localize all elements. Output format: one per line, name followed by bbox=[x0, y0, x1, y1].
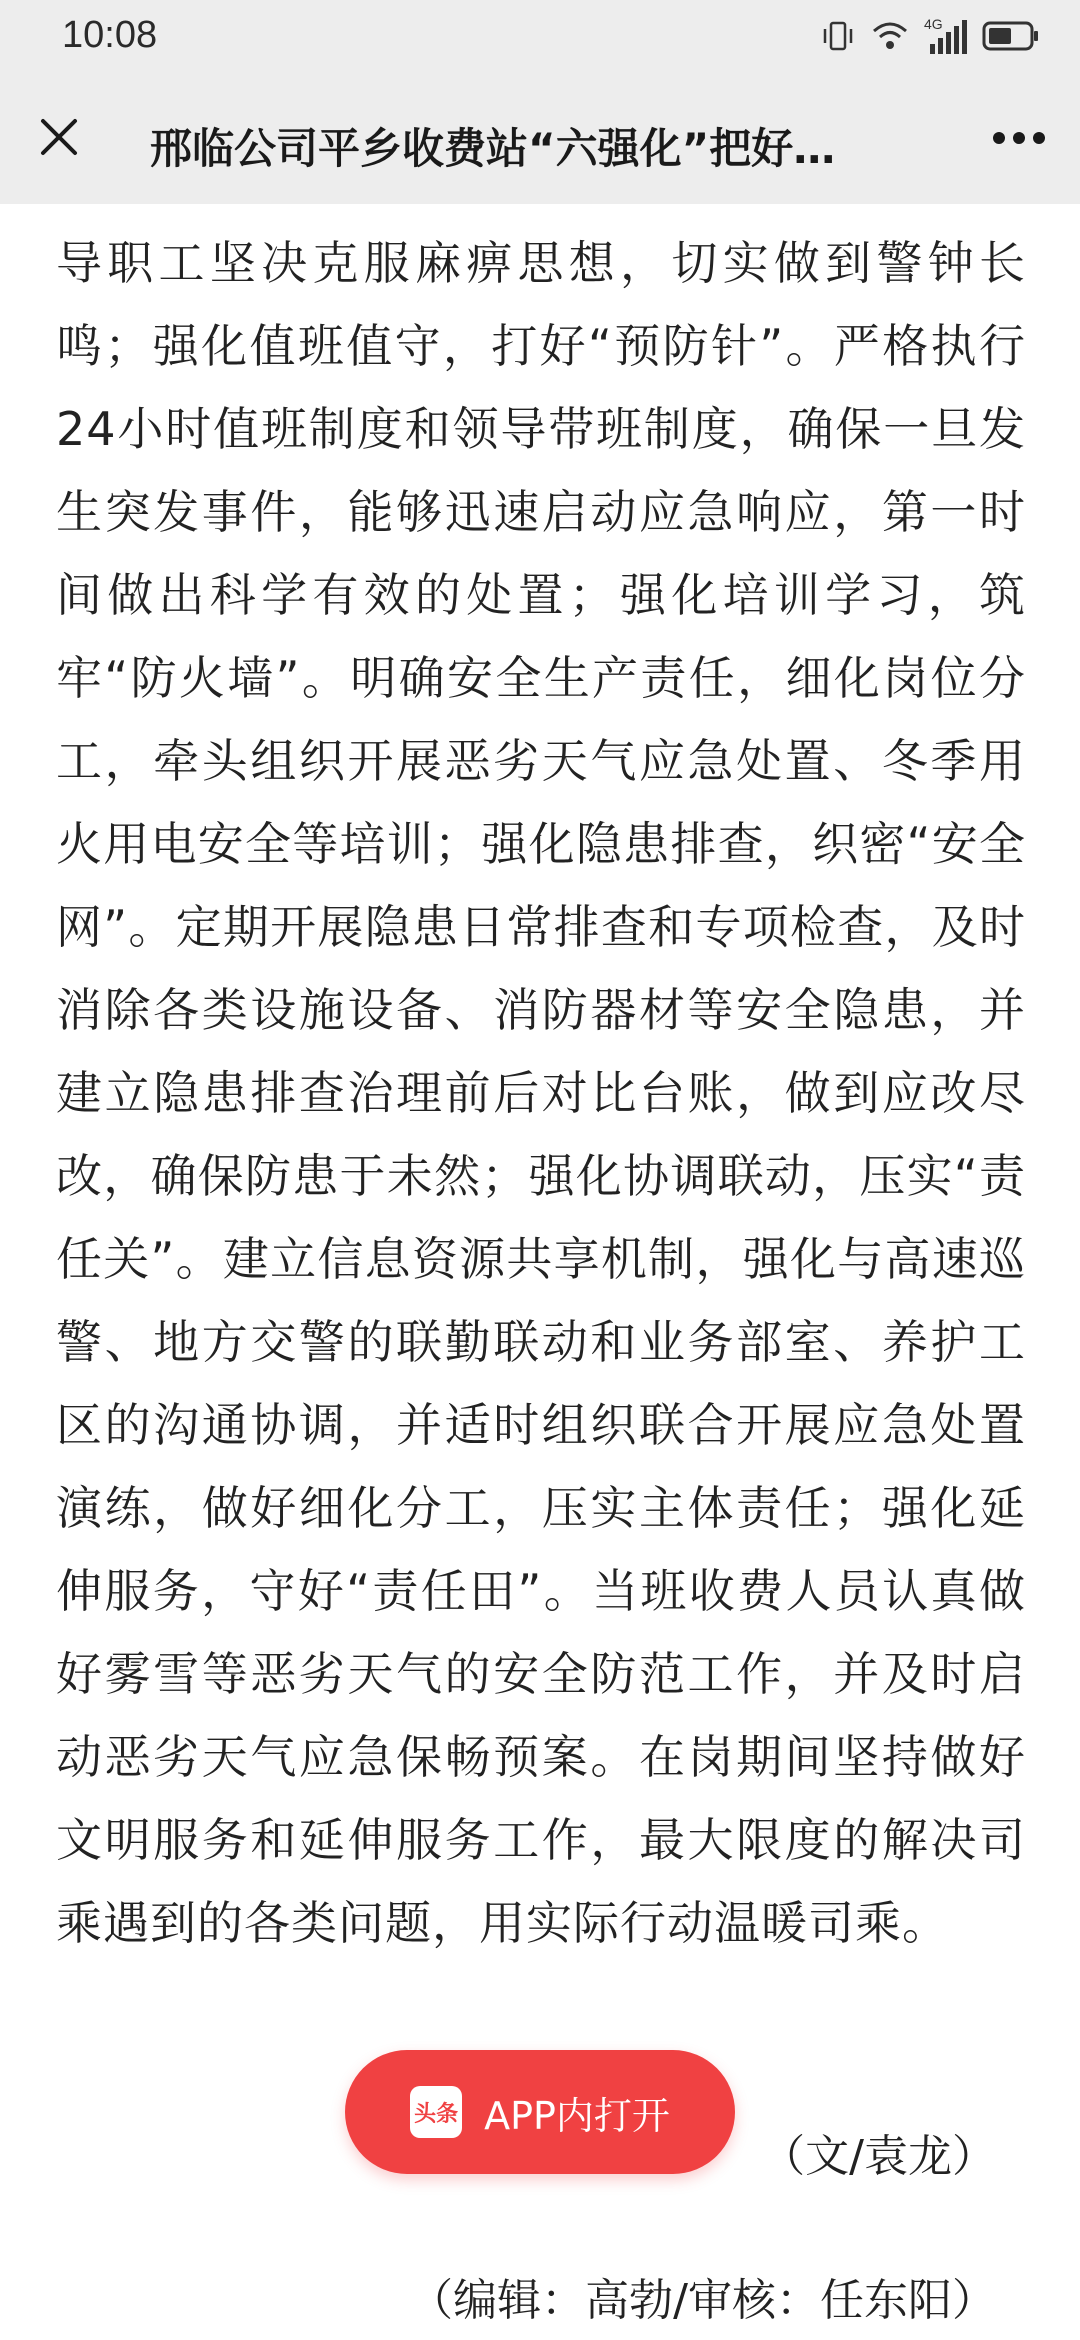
close-icon bbox=[37, 115, 81, 163]
more-button[interactable] bbox=[984, 104, 1054, 174]
status-icons bbox=[820, 18, 1040, 58]
toutiao-logo-icon: 头条 bbox=[410, 2086, 462, 2138]
network-label: 4G bbox=[924, 16, 943, 32]
cellular-icon bbox=[924, 16, 968, 56]
status-time: 10:08 bbox=[62, 14, 158, 56]
open-in-app-label: APP内打开 bbox=[484, 2093, 670, 2138]
more-icon bbox=[992, 130, 1046, 149]
battery-icon bbox=[982, 19, 1040, 57]
article-editor: （编辑：高勃/审核：任东阳） bbox=[409, 2275, 996, 2326]
open-in-app-button[interactable] bbox=[345, 2050, 735, 2174]
status-bar bbox=[0, 0, 1080, 74]
article-byline: （文/袁龙） bbox=[761, 2131, 996, 2182]
vibrate-icon bbox=[820, 18, 856, 58]
close-button[interactable] bbox=[24, 104, 94, 174]
page-title: 邢临公司平乡收费站“六强化”把好… bbox=[150, 124, 836, 173]
article-paragraph: 导职工坚决克服麻痹思想，切实做到警钟长鸣；强化值班值守，打好“预防针”。严格执行24小时值班制度和领导带班制度，确保一旦发生突发事件，能够迅速启动应急响应，第一时间做出科学有效的处置；强化培训学习，筑牢“防火墙”。明确安全生产责任，细化岗位分工，牵头组织开展恶劣天气应急处置、冬季用火用电安全等培训；强化隐患排查，织密“安全网”。定期开展隐患日常排查和专项检查，及时消除各类设施设备、消防器材等安全隐患，并建立隐患排查治理前后对比台账，做到应改尽改，确保防患于未然；强化协调联动，压实“责任关”。建立信息资源共享机制，强化与高速巡警、地方交警的联勤联动和业务部室、养护工区的沟通协调，并适时组织联合开展应急处置演练，做好细化分工，压实主体责任；强化延伸服务，守好“责任田”。当班收费人员认真做好雾雪等恶劣天气的安全防范工作，并及时启动恶劣天气应急保畅预案。在岗期间坚持做好文明服务和延伸服务工作，最大限度的解决司乘遇到的各类问题，用实际行动温暖司乘。 bbox=[56, 236, 1026, 1950]
title-bar bbox=[0, 74, 1080, 204]
article-content bbox=[0, 204, 1080, 2340]
wifi-icon bbox=[870, 19, 910, 57]
